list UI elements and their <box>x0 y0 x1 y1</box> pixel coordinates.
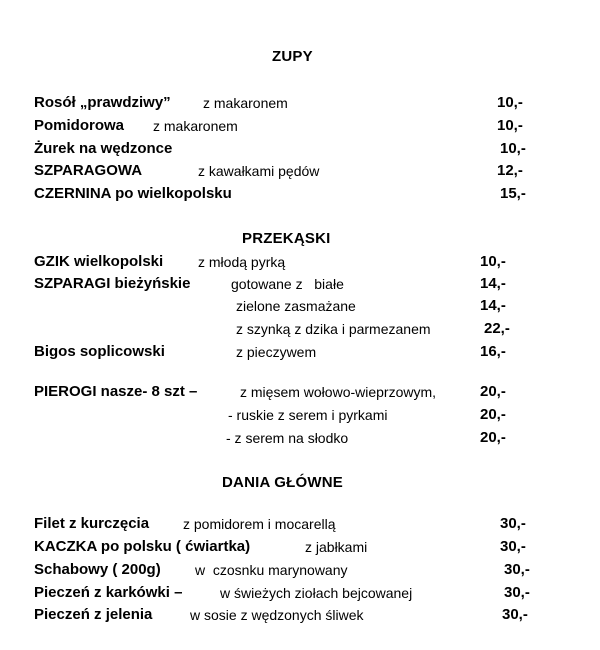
item-description: zielone zasmażane <box>236 298 356 314</box>
item-price: 10,- <box>500 140 526 157</box>
item-price: 30,- <box>504 584 530 601</box>
item-price: 14,- <box>480 275 506 292</box>
item-description: - z serem na słodko <box>226 430 349 446</box>
item-name: SZPARAGI bieżyńskie <box>34 275 191 292</box>
item-description: z makaronem <box>203 95 288 111</box>
item-price: 30,- <box>500 515 526 532</box>
menu-item <box>0 320 600 342</box>
item-price: 30,- <box>500 538 526 555</box>
section-heading-przekaski: PRZEKĄSKI <box>242 230 331 247</box>
item-name: SZPARAGOWA <box>34 162 143 179</box>
item-price: 16,- <box>480 343 506 360</box>
section-heading-zupy: ZUPY <box>272 48 313 65</box>
item-description: z szynką z dzika i parmezanem <box>236 321 431 337</box>
item-price: 20,- <box>480 406 506 423</box>
item-price: 10,- <box>497 94 523 111</box>
menu-item <box>0 561 600 583</box>
section-heading-dania-glowne: DANIA GŁÓWNE <box>222 474 344 491</box>
item-description: z makaronem <box>153 118 238 134</box>
menu-item <box>0 275 600 297</box>
item-description: w sosie z wędzonych śliwek <box>190 607 364 623</box>
item-description: z pomidorem i mocarellą <box>183 516 336 532</box>
item-name: Bigos soplicowski <box>34 343 165 360</box>
menu-item <box>0 343 600 365</box>
item-name: GZIK wielkopolski <box>34 253 164 270</box>
item-description: - ruskie z serem i pyrkami <box>228 407 388 423</box>
item-price: 20,- <box>480 383 506 400</box>
item-description: z mięsem wołowo-wieprzowym, <box>240 384 437 400</box>
item-description: z kawałkami pędów <box>198 163 320 179</box>
menu-item <box>0 606 600 628</box>
item-name: Pieczeń z karkówki – <box>34 584 183 601</box>
menu-item <box>0 429 600 451</box>
item-description: z jabłkami <box>305 539 368 555</box>
menu-item <box>0 94 600 116</box>
item-name: Rosół „prawdziwy” <box>34 94 171 111</box>
menu-item <box>0 185 600 207</box>
item-price: 14,- <box>480 297 506 314</box>
item-price: 30,- <box>502 606 528 623</box>
menu-item <box>0 140 600 162</box>
item-description: w czosnku marynowany <box>195 562 348 578</box>
item-price: 20,- <box>480 429 506 446</box>
item-description: w świeżych ziołach bejcowanej <box>220 585 413 601</box>
item-name: PIEROGI nasze- 8 szt – <box>34 383 198 400</box>
item-name: CZERNINA po wielkopolsku <box>34 185 232 202</box>
menu-item <box>0 584 600 606</box>
item-description: z młodą pyrką <box>198 254 286 270</box>
menu-item <box>0 253 600 275</box>
item-description: gotowane z białe <box>231 276 344 292</box>
item-price: 10,- <box>497 117 523 134</box>
item-name: Żurek na wędzonce <box>34 140 173 157</box>
item-name: Pieczeń z jelenia <box>34 606 153 623</box>
item-price: 30,- <box>504 561 530 578</box>
menu-item <box>0 515 600 537</box>
menu-item <box>0 383 600 405</box>
menu-item <box>0 162 600 184</box>
item-price: 22,- <box>484 320 510 337</box>
menu-item <box>0 538 600 560</box>
item-name: Schabowy ( 200g) <box>34 561 161 578</box>
item-price: 15,- <box>500 185 526 202</box>
menu-item <box>0 297 600 319</box>
item-description: z pieczywem <box>236 344 317 360</box>
menu-item <box>0 406 600 428</box>
menu-item <box>0 117 600 139</box>
item-name: KACZKA po polsku ( ćwiartka) <box>34 538 251 555</box>
item-price: 12,- <box>497 162 523 179</box>
item-name: Filet z kurczęcia <box>34 515 150 532</box>
item-name: Pomidorowa <box>34 117 125 134</box>
item-price: 10,- <box>480 253 506 270</box>
